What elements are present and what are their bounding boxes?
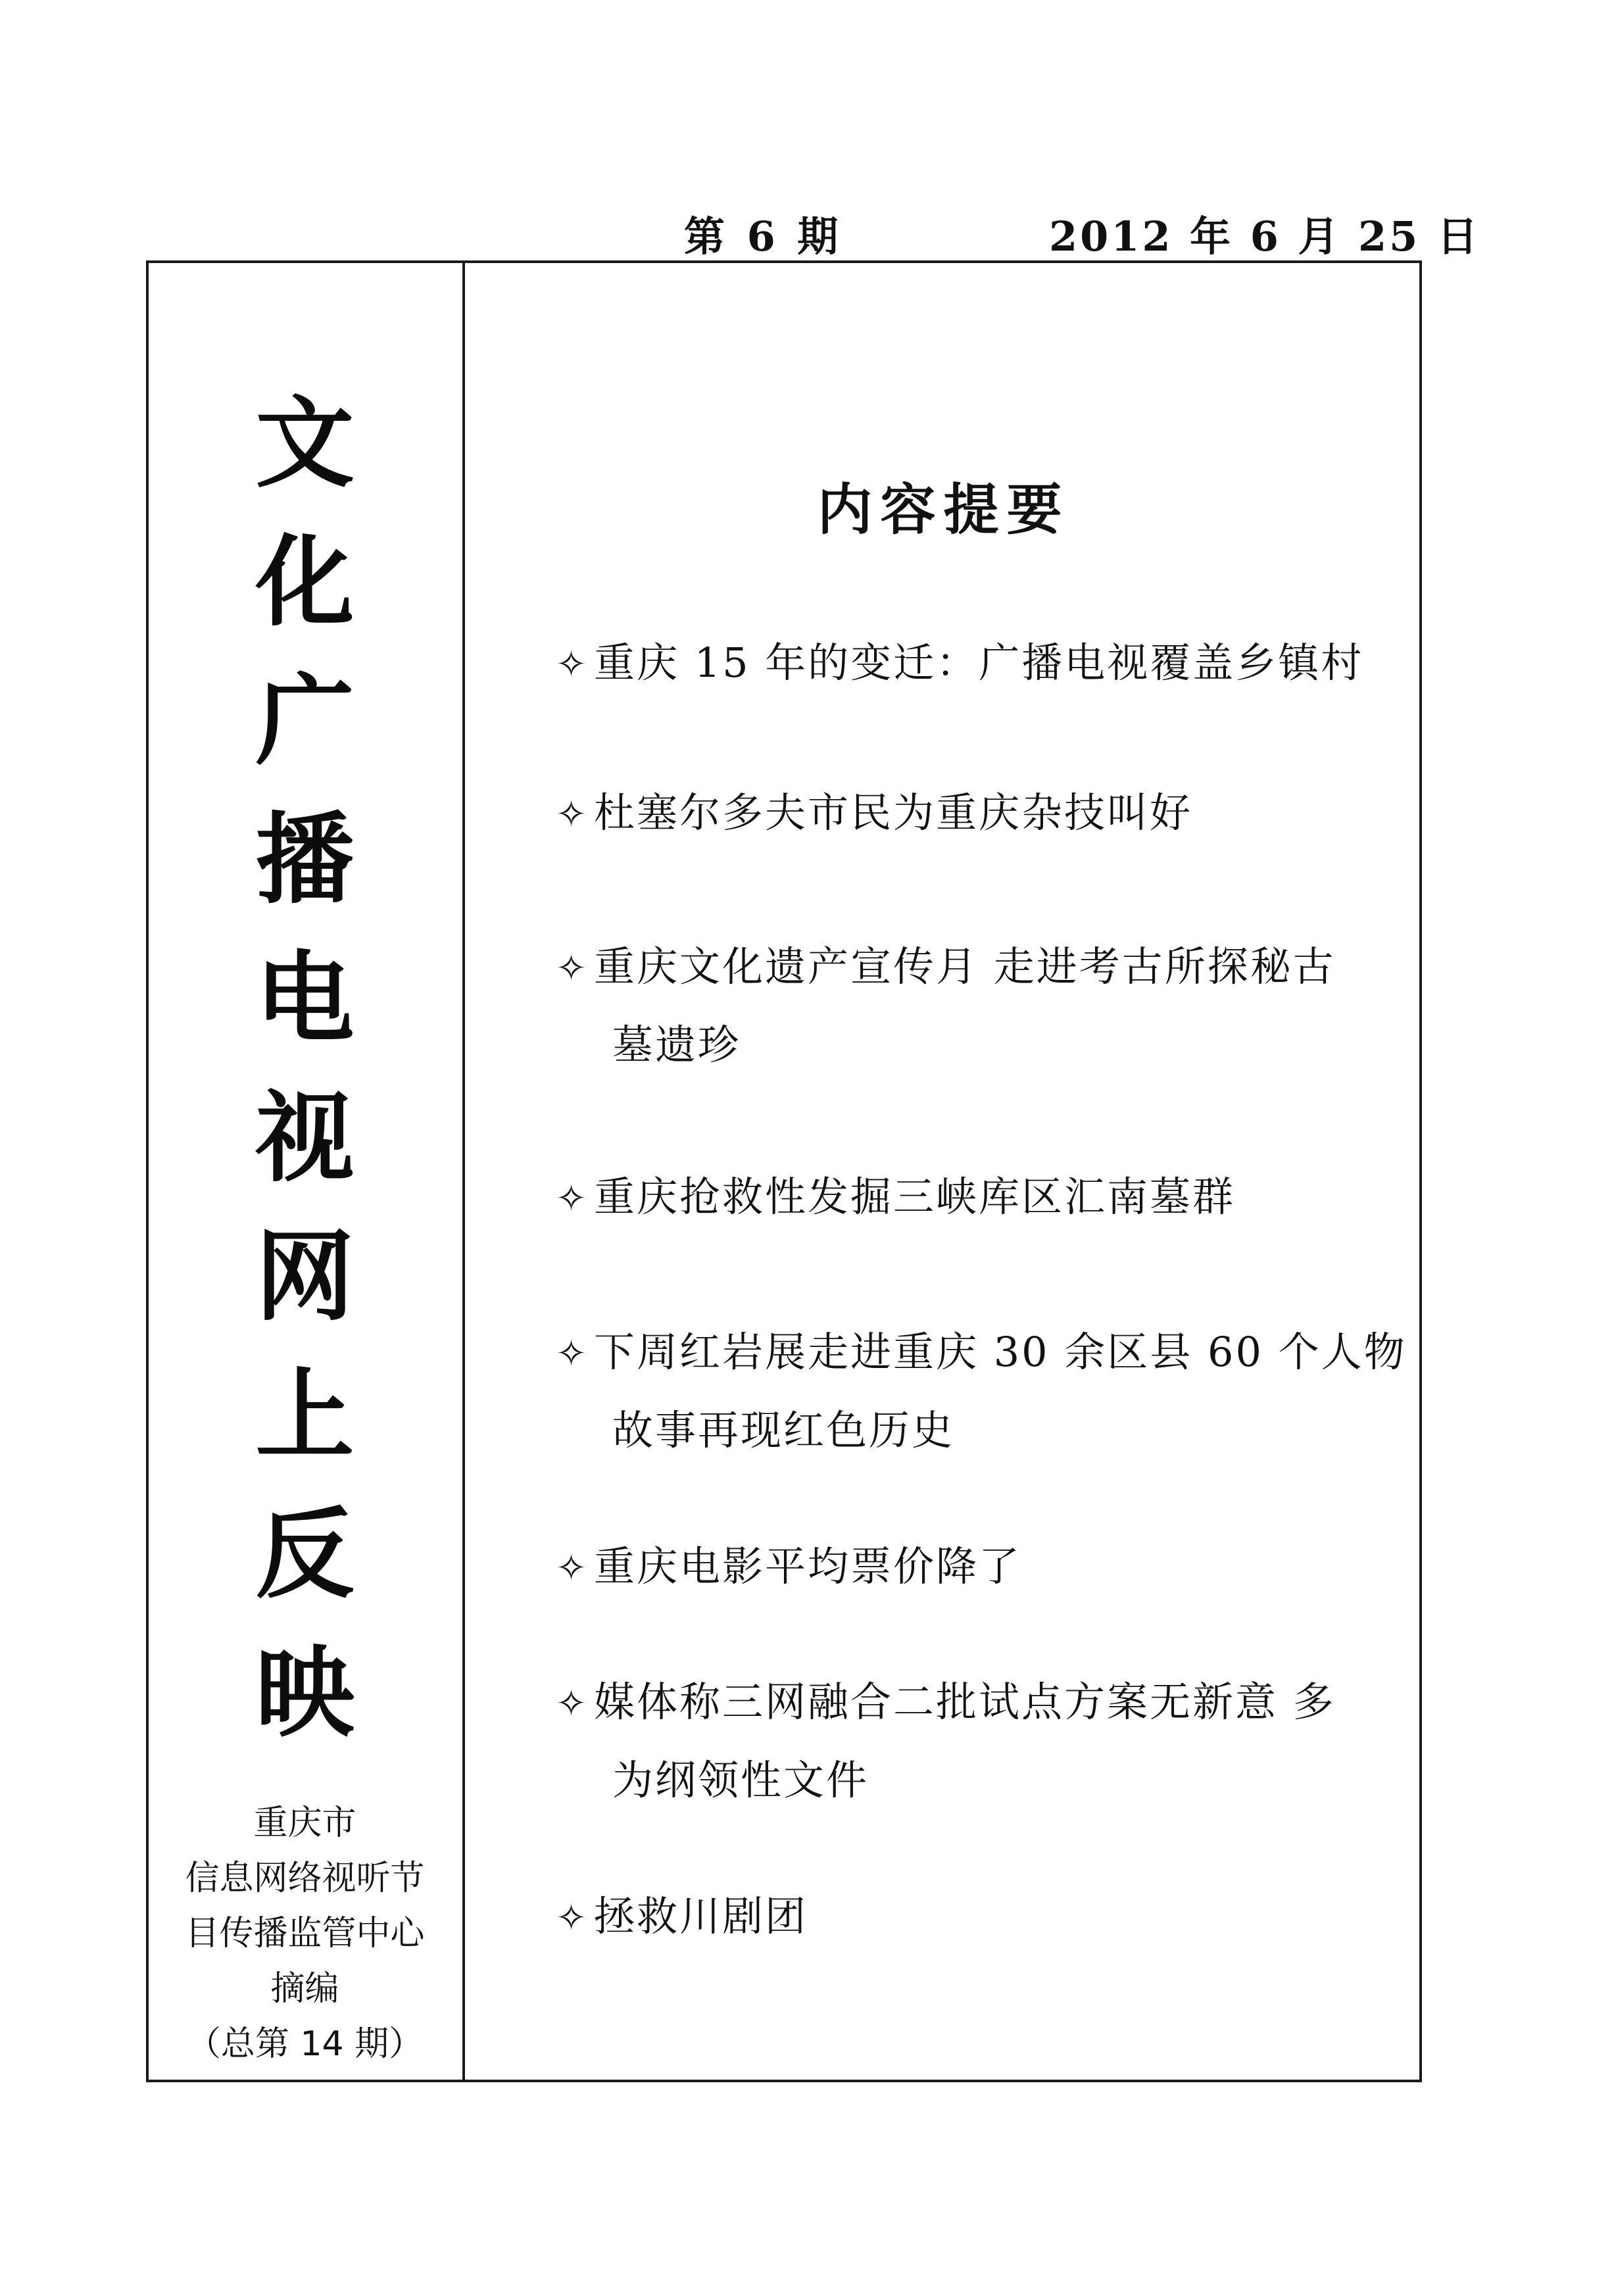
publisher-info	[146, 1795, 464, 2072]
toc-item-continuation: 为纲领性文件	[612, 1756, 869, 1804]
diamond-bullet-icon: ✧	[556, 947, 589, 990]
toc-item-text: 下周红岩展走进重庆 30 余区县 60 个人物	[594, 1328, 1407, 1376]
masthead-char: 映	[255, 1636, 355, 1751]
toc-item-text: 拯救川剧团	[594, 1892, 808, 1940]
toc-item	[556, 775, 1192, 853]
masthead-char: 电	[255, 942, 355, 1057]
toc-item-text: 重庆文化遗产宣传月 走进考古所探秘古	[594, 942, 1336, 990]
masthead-title	[146, 387, 464, 1751]
toc-item	[556, 1159, 1235, 1237]
toc-item	[556, 1664, 1336, 1819]
toc-item	[556, 1878, 808, 1957]
publisher-line: 重庆市	[253, 1803, 356, 1843]
masthead-char: 反	[255, 1497, 355, 1612]
publisher-line: 摘编	[270, 1969, 339, 2009]
toc-item-text: 杜塞尔多夫市民为重庆杂技叫好	[594, 789, 1193, 837]
masthead-char: 广	[255, 664, 355, 779]
toc-item-continuation: 故事再现红色历史	[612, 1406, 955, 1454]
diamond-bullet-icon: ✧	[556, 1332, 589, 1375]
masthead-char: 化	[255, 525, 355, 641]
publisher-line: 目传播监管中心	[185, 1914, 425, 1953]
diamond-bullet-icon: ✧	[556, 1682, 589, 1725]
diamond-bullet-icon: ✧	[556, 643, 589, 686]
diamond-bullet-icon: ✧	[556, 1897, 589, 1940]
toc-item	[556, 1528, 1021, 1607]
diamond-bullet-icon: ✧	[556, 1177, 589, 1220]
toc-item	[556, 1314, 1407, 1469]
publisher-line: （总第 14 期）	[186, 2024, 424, 2064]
contents-title: 内容提要	[817, 477, 1070, 542]
issue-date: 2012 年 6 月 25 日	[1049, 212, 1480, 260]
toc-item-text: 媒体称三网融合二批试点方案无新意 多	[594, 1678, 1336, 1726]
masthead-char: 播	[255, 803, 355, 918]
masthead-char: 上	[255, 1358, 355, 1473]
publisher-line: 信息网络视听节	[185, 1859, 425, 1898]
issue-number: 第 6 期	[684, 212, 843, 260]
toc-item-continuation: 墓遗珍	[612, 1021, 741, 1069]
diamond-bullet-icon: ✧	[556, 793, 589, 836]
masthead-char: 网	[255, 1219, 355, 1334]
toc-item	[556, 625, 1363, 703]
toc-item	[556, 929, 1336, 1083]
toc-item-text: 重庆抢救性发掘三峡库区汇南墓群	[594, 1173, 1236, 1221]
masthead-char: 文	[255, 387, 355, 501]
toc-item-text: 重庆电影平均票价降了	[594, 1542, 1022, 1590]
toc-item-text: 重庆 15 年的变迁：广播电视覆盖乡镇村	[594, 639, 1364, 687]
diamond-bullet-icon: ✧	[556, 1547, 589, 1590]
masthead-char: 视	[255, 1081, 355, 1196]
